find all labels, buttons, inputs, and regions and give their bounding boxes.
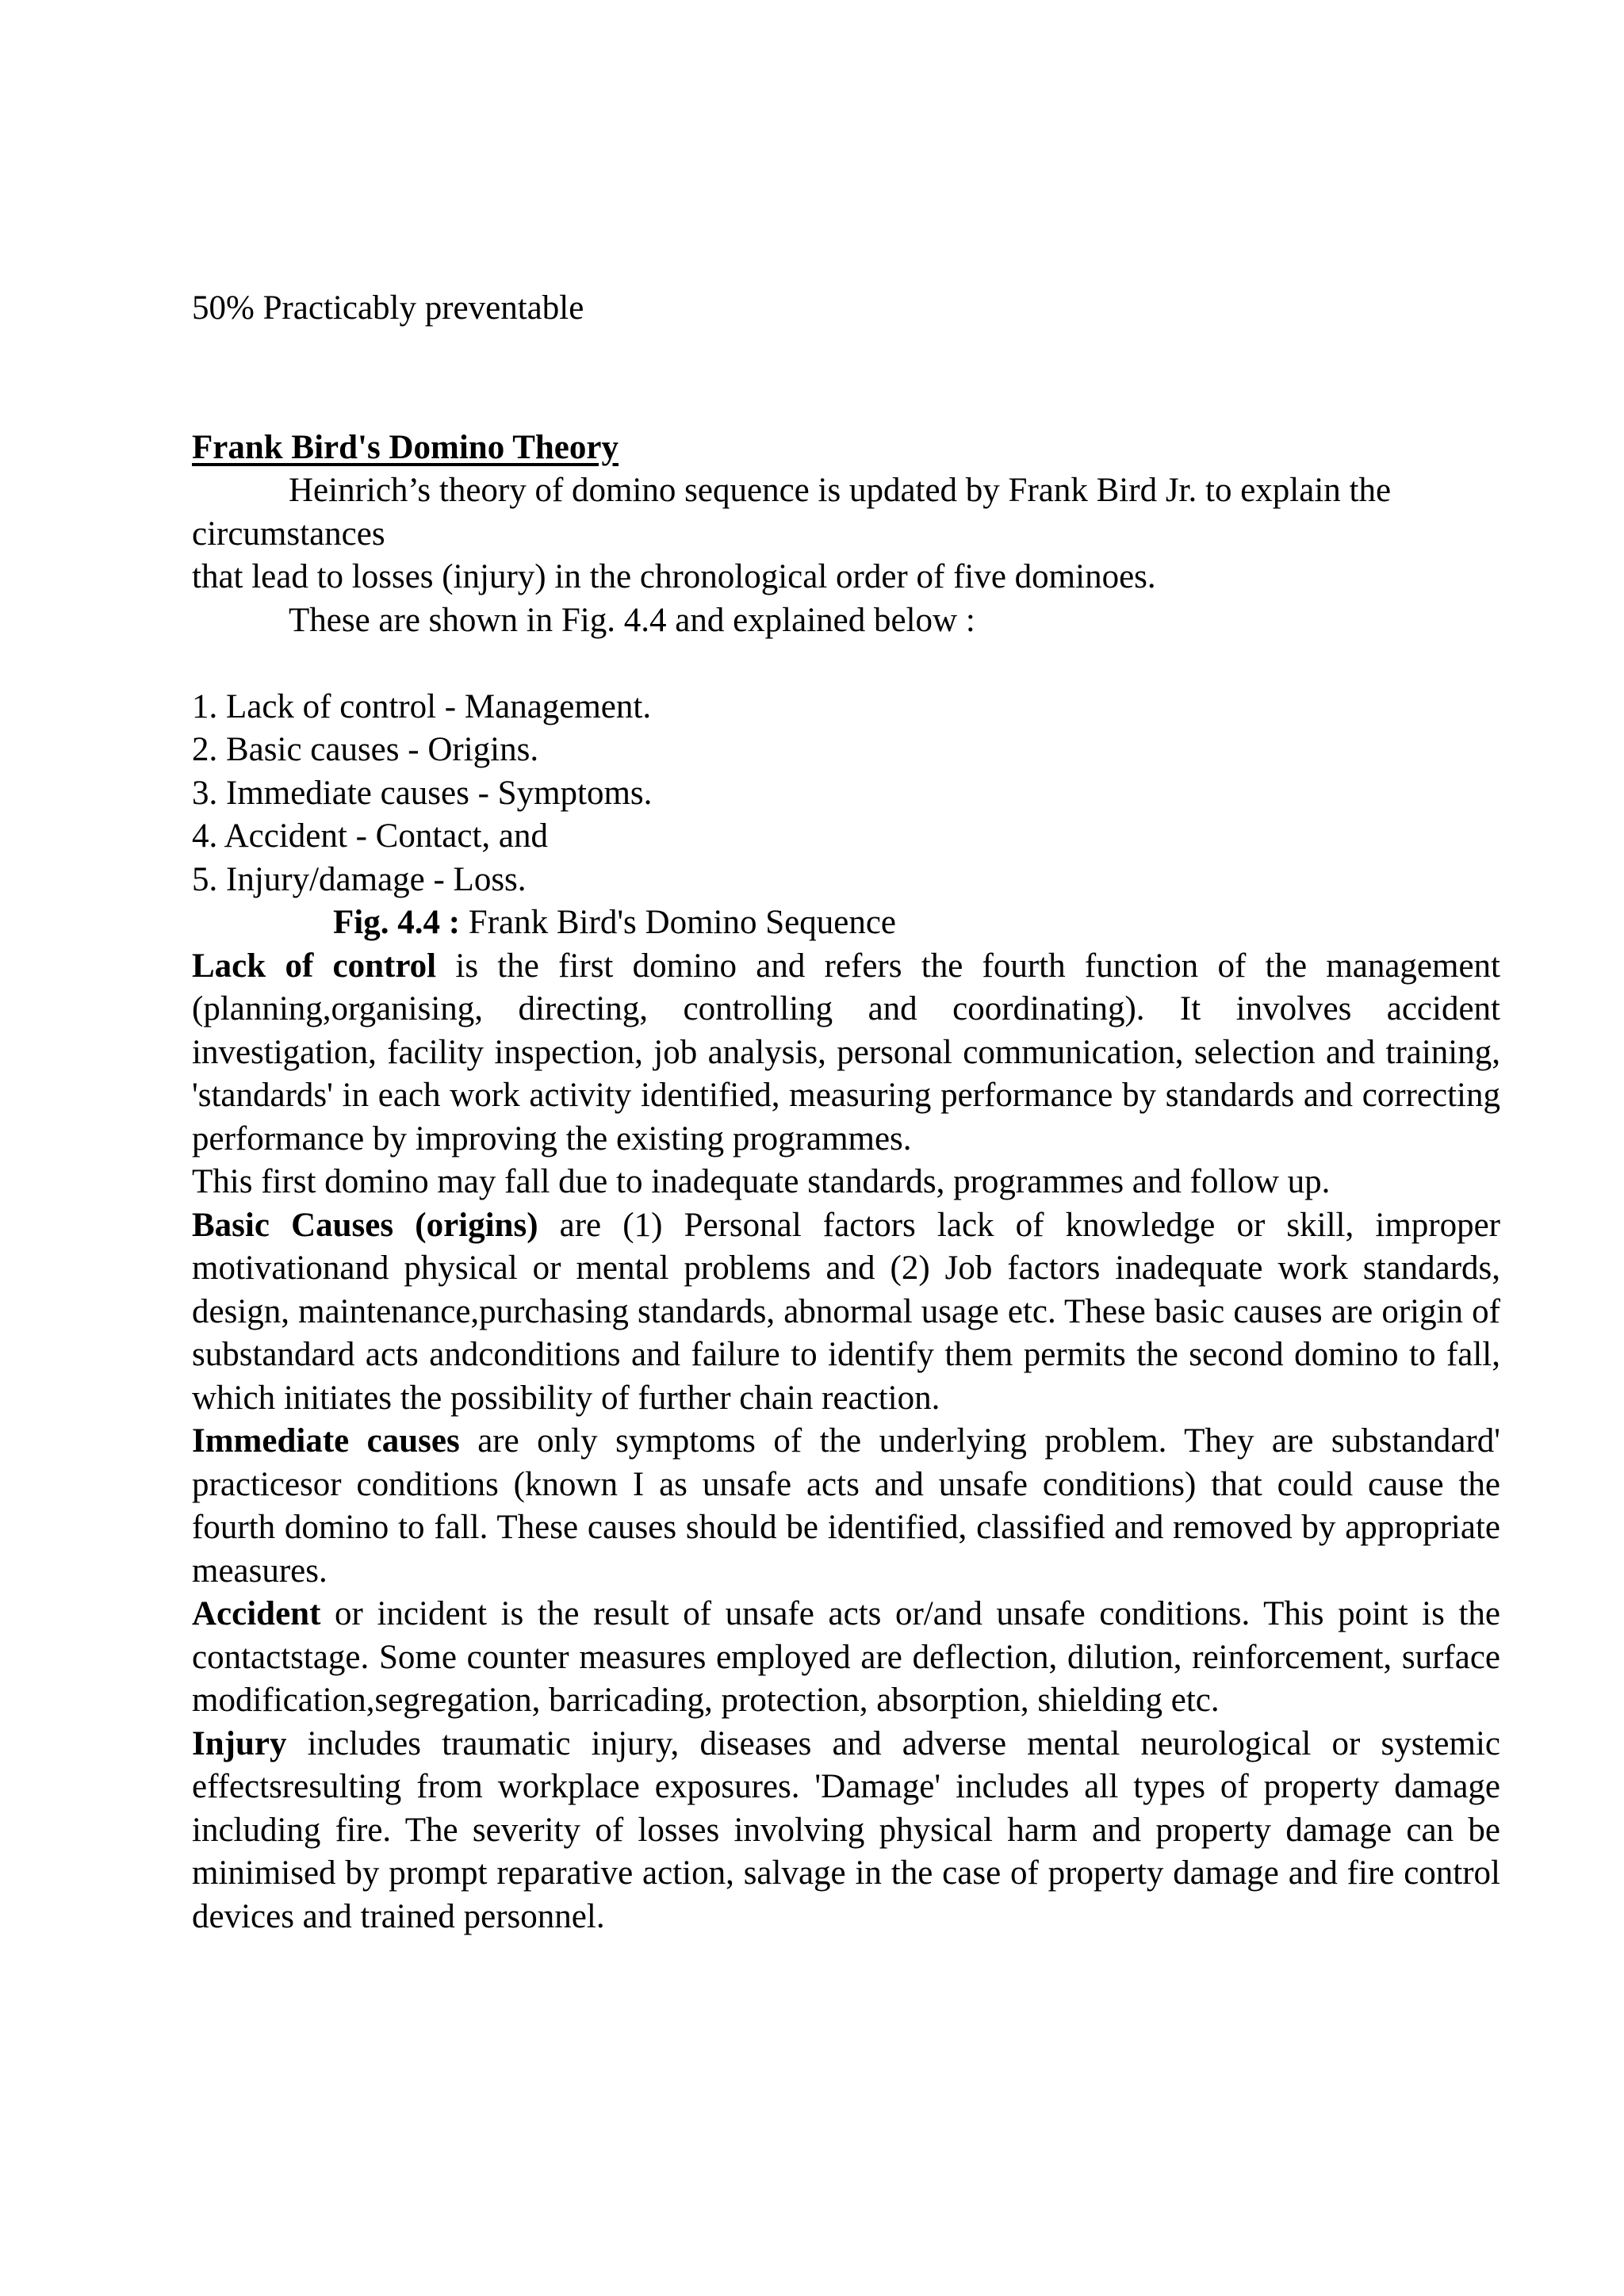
domino-list-item: 1. Lack of control - Management. — [192, 687, 652, 725]
domino-list-item: 5. Injury/damage - Loss. — [192, 860, 527, 898]
paragraph-basic-causes — [192, 1204, 1500, 1421]
paragraph-text: are only symptoms of the underlying problem. They are substandard' practicesor conditions (known I as unsafe acts and unsafe conditions) that could cause the fourth domino to fall. These causes should be identified, classified and removed by appropriate measures. — [192, 1422, 1500, 1590]
paragraph-immediate-causes — [192, 1420, 1500, 1593]
preface-line: 50% Practicably preventable — [192, 289, 584, 327]
figure-caption-text: Frank Bird's Domino Sequence — [460, 904, 896, 941]
figure-caption — [192, 901, 1500, 945]
lead-term: Immediate causes — [192, 1422, 460, 1460]
figure-label: Fig. 4.4 : — [333, 904, 461, 941]
paragraph-accident — [192, 1593, 1500, 1723]
intro-line-2: circumstances — [192, 515, 385, 553]
intro-line-4: These are shown in Fig. 4.4 and explained below : — [289, 601, 975, 639]
paragraph-first-domino-fall: This first domino may fall due to inadequate standards, programmes and follow up. — [192, 1163, 1331, 1200]
section-title: Frank Bird's Domino Theory — [192, 428, 619, 466]
domino-list-item: 4. Accident - Contact, and — [192, 817, 548, 855]
paragraph-text: includes traumatic injury, diseases and adverse mental neurological or systemic effectsresulting from workplace exposures. 'Damage' includes all types of property damage including fire. The severity of losses involving physical harm and property damage can be minimised by prompt reparative action, salvage in the case of property damage and fire control devices and trained personnel. — [192, 1724, 1500, 1935]
intro-line-1: Heinrich’s theory of domino sequence is updated by Frank Bird Jr. to explain the — [289, 472, 1392, 509]
paragraph-text: is the first domino and refers the fourth function of the management (planning,organising, directing, controlling and coordinating). It involves accident investigation, facility inspection, job analysis, personal communication, selection and training, 'standards' in each work activity identified, measuring performance by standards and correcting performance by improving the existing programmes. — [192, 947, 1501, 1158]
page-content — [192, 287, 1500, 1938]
paragraph-text: or incident is the result of unsafe acts or/and unsafe conditions. This point is the contactstage. Some counter measures employed are deflection, dilution, reinforcement, surface modification,segregation, barricading, protection, absorption, shielding etc. — [192, 1595, 1500, 1719]
spacer — [192, 642, 1500, 686]
paragraph-injury — [192, 1723, 1500, 1939]
lead-term: Basic Causes (origins) — [192, 1206, 538, 1244]
intro-line-3: that lead to losses (injury) in the chronological order of five dominoes. — [192, 558, 1156, 595]
paragraph-text: are (1) Personal factors lack of knowledge or skill, improper motivationand physical or mental problems and (2) Job factors inadequate work standards, design, maintenance,purchasing standards, abnormal usage etc. These basic causes are origin of substandard acts andconditions and failure to identify them permits the second domino to fall, which initiates the possibility of further chain reaction. — [192, 1206, 1500, 1417]
domino-list-item: 3. Immediate causes - Symptoms. — [192, 774, 653, 812]
lead-term: Lack of control — [192, 947, 437, 985]
domino-list-item: 2. Basic causes - Origins. — [192, 731, 539, 768]
spacer — [192, 331, 1500, 427]
paragraph-lack-of-control — [192, 945, 1500, 1161]
lead-term: Injury — [192, 1724, 287, 1762]
lead-term: Accident — [192, 1595, 321, 1632]
